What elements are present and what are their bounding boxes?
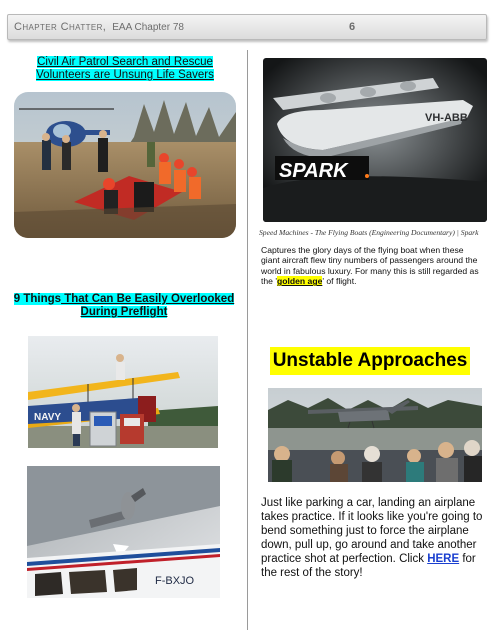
cap-headline[interactable] [20, 56, 230, 82]
flying-boat-description: Captures the glory days of the flying boat when these giant aircraft flew tiny numbers of passengers around the world in fabulous luxury. For many this is still regarded as the 'golden age' of flight. [261, 245, 479, 287]
floatplane-landing-photo[interactable] [268, 388, 482, 482]
preflight-headline-plain: 9 Things [13, 293, 62, 305]
chapter-subtitle: EAA Chapter 78 [112, 22, 184, 33]
column-divider [247, 50, 248, 630]
cessna-registration: F-BXJO [155, 575, 195, 587]
flying-boat-video-thumbnail[interactable] [263, 58, 487, 222]
spark-logo: SPARK [279, 160, 348, 182]
read-more-link[interactable]: HERE [427, 553, 460, 565]
cessna-fuel-cap-photo[interactable] [27, 466, 220, 598]
preflight-headline-line2[interactable]: During Preflight [80, 306, 168, 318]
page-header [7, 14, 487, 40]
stearman-fueling-photo[interactable] [28, 336, 218, 448]
cap-headline-line1[interactable]: Civil Air Patrol Search and Rescue [37, 56, 213, 68]
unstable-approaches-text: Just like parking a car, landing an airplane takes practice. If it looks like you're going to bend something just to force the airplane down, pull up, go around and take another practice shot at perfection. Click HERE for the rest of the story! [261, 497, 483, 579]
page-number: 6 [349, 21, 356, 33]
flying-boat-video-caption[interactable]: Speed Machines - The Flying Boats (Engineering Documentary) | Spark [259, 228, 479, 237]
newsletter-title: Chapter Chatter, EAA Chapter 78 [14, 21, 184, 33]
stearman-navy-text: NAVY [34, 412, 62, 423]
unstable-approaches-title: Unstable Approaches [270, 347, 470, 375]
flying-boat-registration: VH-ABB [425, 112, 468, 124]
preflight-headline[interactable] [6, 293, 242, 319]
cap-rescue-photo[interactable] [14, 92, 236, 238]
golden-age-highlight: golden age [276, 276, 323, 287]
cap-headline-line2[interactable]: Volunteers are Unsung Life Savers [36, 69, 214, 81]
preflight-headline-link[interactable]: That Can Be Easily Overlooked [61, 293, 235, 305]
